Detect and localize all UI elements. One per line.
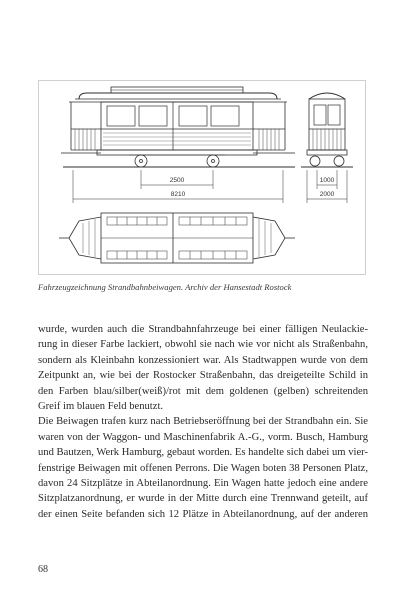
plan-view <box>59 213 295 263</box>
text-line: wurde, wurden auch die Strandbahnfahrzeuge bei einer fälligen Neulackie- <box>38 324 368 335</box>
text-line: Zeitpunkt an, wie bei der Rostocker Straßenbahn, das dreigeteilte Schild in <box>38 370 368 382</box>
text-line: rung in dieser Farbe lackiert, obwohl sie nach wie vor nicht als Straßenbahn, <box>38 339 368 351</box>
text-line: Die Beiwagen trafen kurz nach Betriebseröffnung bei der Strandbahn ein. Sie <box>38 416 368 428</box>
text-line: fenstrige Beiwagen mit offenen Perrons. Die Wagen boten 38 Personen Platz, <box>38 462 368 474</box>
text-line: den Farben blau/silber(weiß)/rot mit dem goldenen (gelben) schreitenden <box>38 385 368 397</box>
text-line: sondern als Kleinbahn konzessioniert war. Als Stadtwappen wurde von dem <box>38 354 368 366</box>
tram-technical-drawing <box>39 81 367 276</box>
dim-side-inner: 2500 <box>169 177 185 184</box>
paragraph-1 <box>38 322 368 414</box>
side-elevation <box>61 87 295 203</box>
dim-side-total: 8210 <box>170 191 186 198</box>
paragraph-2 <box>38 414 368 522</box>
text-line: Greif im blauen Feld benutzt. <box>38 401 164 413</box>
body-text <box>38 322 368 522</box>
text-line: Sitzplatzanordnung, er wurde in der Mitte durch eine Trennwand geteilt, auf <box>38 493 368 505</box>
text-line: davon 24 Sitzplätze in Abteilanordnung. Ein Wagen hatte jedoch eine andere <box>38 478 368 490</box>
text-line: waren von der Waggon- und Maschinenfabrik A.-G., vorm. Busch, Hamburg <box>38 431 368 443</box>
text-line: der einen Seite befanden sich 12 Plätze in Abteilanordnung, auf der anderen <box>38 508 368 520</box>
page-number: 68 <box>38 564 48 575</box>
text-line: und Bautzen, Werk Hamburg, gebaut worden. Es handelte sich dabei um vier- <box>38 447 368 459</box>
tram-drawing-figure <box>38 80 366 275</box>
dim-end-total: 2000 <box>319 191 335 198</box>
dim-end-inner: 1000 <box>319 177 335 184</box>
end-elevation <box>301 93 353 203</box>
figure-caption: Fahrzeugzeichnung Strandbahnbeiwagen. Archiv der Hansestadt Rostock <box>38 282 292 292</box>
